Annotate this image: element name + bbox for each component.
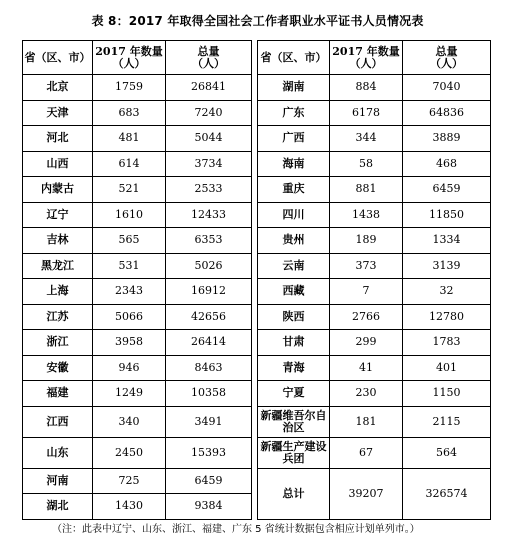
count-header: 2017 年数量 （人） [93, 41, 166, 75]
count-2017: 884 [330, 75, 403, 101]
region-name: 云南 [258, 253, 330, 279]
count-2017: 1430 [93, 494, 166, 520]
total-count: 2115 [403, 406, 491, 437]
total-count: 3734 [166, 151, 252, 177]
region-name: 上海 [23, 279, 93, 305]
column-gap [252, 494, 258, 520]
region-name: 福建 [23, 381, 93, 407]
region-name: 江苏 [23, 304, 93, 330]
region-name: 安徽 [23, 355, 93, 381]
table-row [23, 279, 491, 305]
region-name: 四川 [258, 202, 330, 228]
total-count: 564 [403, 437, 491, 468]
table-row [23, 437, 491, 468]
region-name: 广西 [258, 126, 330, 152]
region-name: 山东 [23, 437, 93, 468]
count-header: 2017 年数量 （人） [330, 41, 403, 75]
total-count: 32 [403, 279, 491, 305]
total-count: 7040 [403, 75, 491, 101]
total-count: 7240 [166, 100, 252, 126]
count-2017: 299 [330, 330, 403, 356]
region-header: 省（区、市） [23, 41, 93, 75]
total-count: 64836 [403, 100, 491, 126]
count-2017: 58 [330, 151, 403, 177]
total-count: 1783 [403, 330, 491, 356]
count-2017: 565 [93, 228, 166, 254]
region-name: 河北 [23, 126, 93, 152]
region-name: 山西 [23, 151, 93, 177]
count-2017: 531 [93, 253, 166, 279]
region-name: 黑龙江 [23, 253, 93, 279]
count-2017: 481 [93, 126, 166, 152]
region-name: 辽宁 [23, 202, 93, 228]
count-2017: 1759 [93, 75, 166, 101]
total-count-2017: 39207 [330, 468, 403, 519]
total-count: 2533 [166, 177, 252, 203]
certificate-table [22, 40, 491, 520]
total-header: 总量 （人） [403, 41, 491, 75]
count-2017: 725 [93, 468, 166, 494]
count-2017: 2343 [93, 279, 166, 305]
table-row [23, 177, 491, 203]
count-2017: 6178 [330, 100, 403, 126]
count-2017: 946 [93, 355, 166, 381]
table-row [23, 468, 491, 494]
region-name: 内蒙古 [23, 177, 93, 203]
region-name: 陕西 [258, 304, 330, 330]
region-name: 海南 [258, 151, 330, 177]
count-2017: 5066 [93, 304, 166, 330]
region-name: 河南 [23, 468, 93, 494]
region-name: 湖南 [258, 75, 330, 101]
count-2017: 683 [93, 100, 166, 126]
total-count: 10358 [166, 381, 252, 407]
count-2017: 2766 [330, 304, 403, 330]
total-count: 5044 [166, 126, 252, 152]
total-count: 16912 [166, 279, 252, 305]
total-count: 15393 [166, 437, 252, 468]
region-name: 青海 [258, 355, 330, 381]
count-2017: 181 [330, 406, 403, 437]
region-name: 重庆 [258, 177, 330, 203]
total-count: 12780 [403, 304, 491, 330]
total-count: 3491 [166, 406, 252, 437]
region-name: 天津 [23, 100, 93, 126]
table-row [23, 330, 491, 356]
region-name: 江西 [23, 406, 93, 437]
region-name: 贵州 [258, 228, 330, 254]
region-name: 浙江 [23, 330, 93, 356]
count-2017: 373 [330, 253, 403, 279]
region-name: 北京 [23, 75, 93, 101]
total-count: 6459 [166, 468, 252, 494]
table-row [23, 75, 491, 101]
total-count: 3889 [403, 126, 491, 152]
total-count: 5026 [166, 253, 252, 279]
total-count: 26414 [166, 330, 252, 356]
region-name: 吉林 [23, 228, 93, 254]
region-name: 甘肃 [258, 330, 330, 356]
count-2017: 2450 [93, 437, 166, 468]
total-count: 26841 [166, 75, 252, 101]
total-header: 总量 （人） [166, 41, 252, 75]
count-2017: 7 [330, 279, 403, 305]
count-2017: 189 [330, 228, 403, 254]
total-count: 8463 [166, 355, 252, 381]
total-count: 42656 [166, 304, 252, 330]
count-2017: 881 [330, 177, 403, 203]
total-count: 1334 [403, 228, 491, 254]
region-name: 宁夏 [258, 381, 330, 407]
table-row [23, 406, 491, 437]
footnote: （注：此表中辽宁、山东、浙江、福建、广东 5 省统计数据包含相应计划单列市。） [52, 524, 420, 535]
region-name: 广东 [258, 100, 330, 126]
total-count: 6353 [166, 228, 252, 254]
count-2017: 230 [330, 381, 403, 407]
region-name: 湖北 [23, 494, 93, 520]
total-count: 401 [403, 355, 491, 381]
table-row [23, 100, 491, 126]
count-2017: 344 [330, 126, 403, 152]
total-count: 12433 [166, 202, 252, 228]
total-count: 6459 [403, 177, 491, 203]
count-2017: 67 [330, 437, 403, 468]
total-count: 3139 [403, 253, 491, 279]
count-2017: 521 [93, 177, 166, 203]
header-row [23, 41, 491, 75]
table-row [23, 228, 491, 254]
total-count: 468 [403, 151, 491, 177]
count-2017: 3958 [93, 330, 166, 356]
total-count: 9384 [166, 494, 252, 520]
table-row [23, 355, 491, 381]
table-row [23, 126, 491, 152]
count-2017: 614 [93, 151, 166, 177]
count-2017: 41 [330, 355, 403, 381]
region-header: 省（区、市） [258, 41, 330, 75]
region-name: 新疆生产建设兵团 [258, 437, 330, 468]
region-name: 西藏 [258, 279, 330, 305]
table-row [23, 381, 491, 407]
table-row [23, 304, 491, 330]
table-title: 表 8：2017 年取得全国社会工作者职业水平证书人员情况表 [91, 14, 424, 28]
total-label: 总计 [258, 468, 330, 519]
total-count: 11850 [403, 202, 491, 228]
grand-total: 326574 [403, 468, 491, 519]
count-2017: 1249 [93, 381, 166, 407]
total-count: 1150 [403, 381, 491, 407]
table-row [23, 151, 491, 177]
table-row [23, 202, 491, 228]
region-name: 新疆维吾尔自治区 [258, 406, 330, 437]
table-row [23, 253, 491, 279]
count-2017: 1610 [93, 202, 166, 228]
count-2017: 1438 [330, 202, 403, 228]
count-2017: 340 [93, 406, 166, 437]
